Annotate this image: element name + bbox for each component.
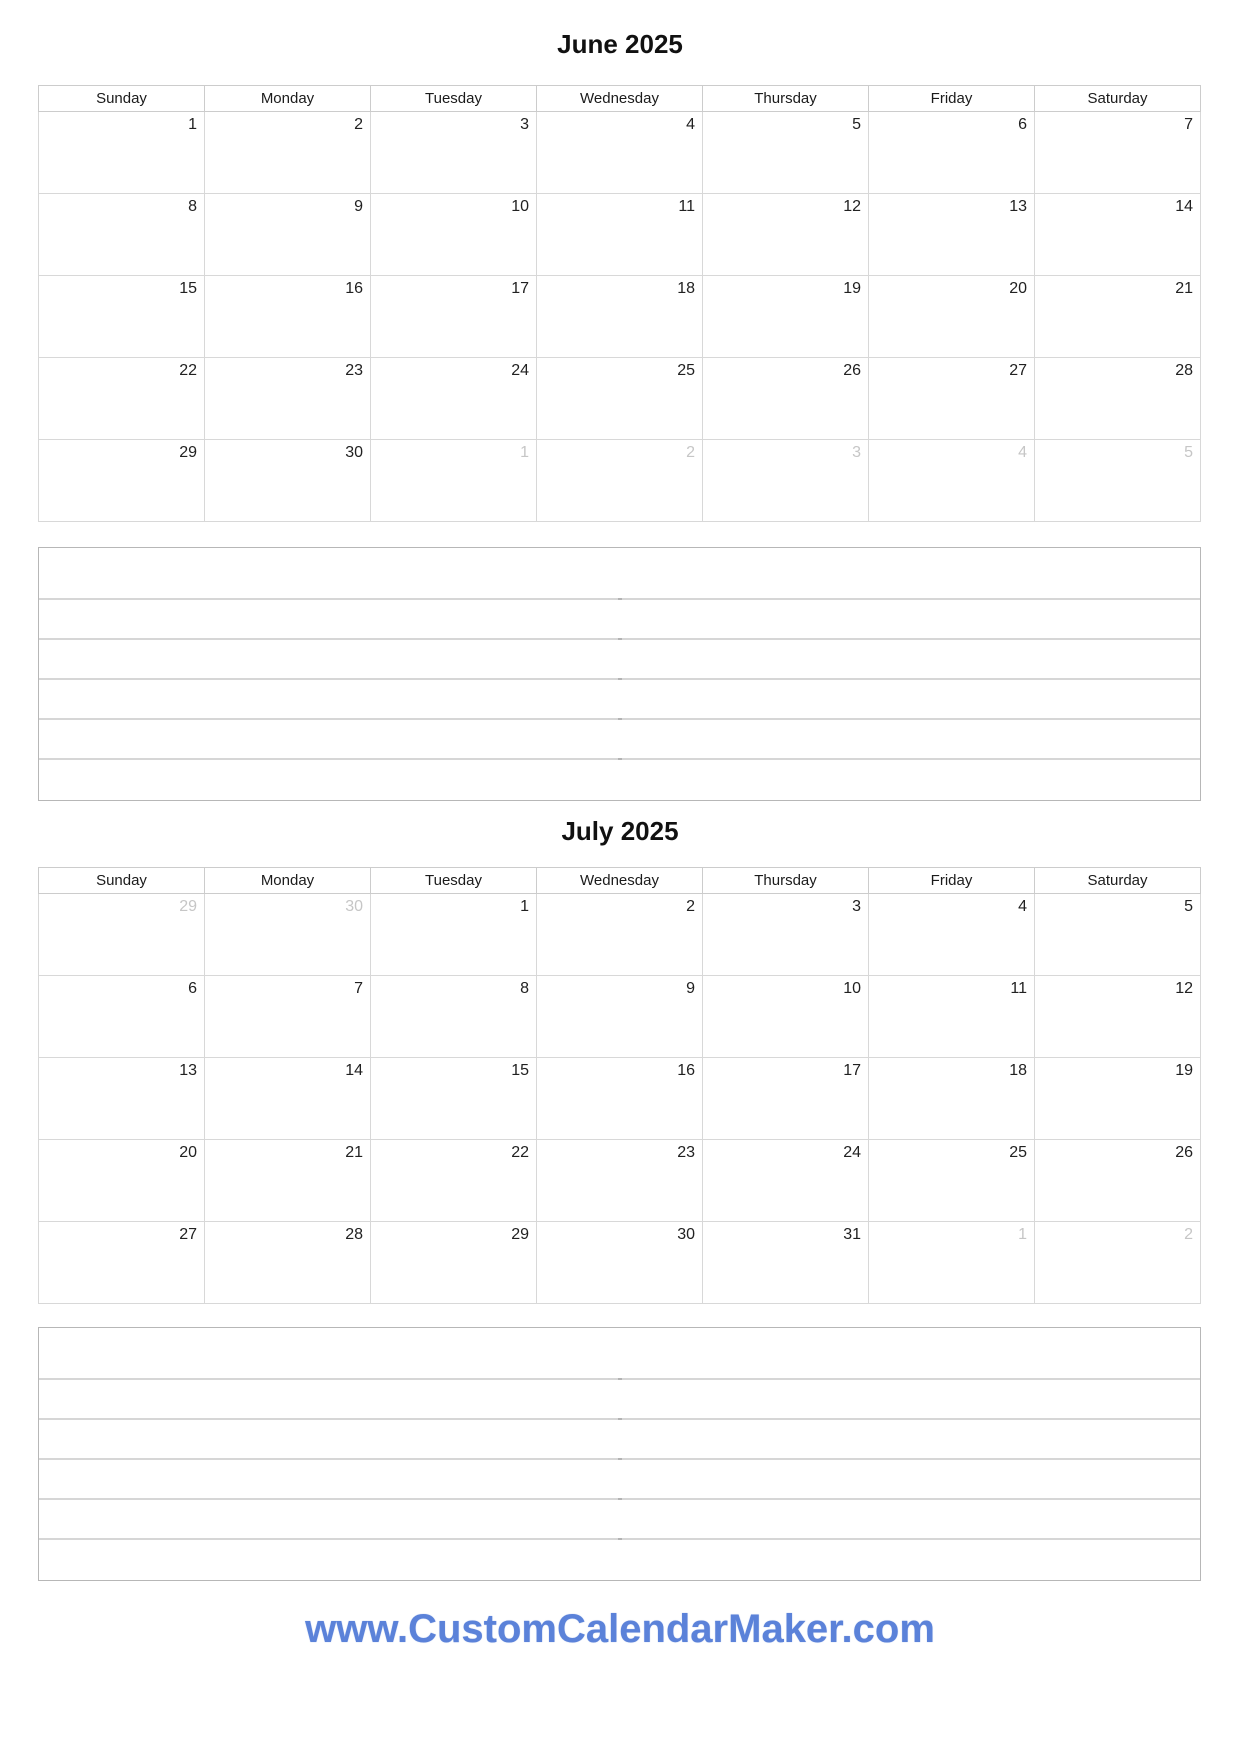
day-cell: 5 — [1035, 894, 1201, 976]
day-cell-adjacent-month: 3 — [703, 440, 869, 522]
note-line — [39, 548, 1200, 600]
day-cell: 13 — [39, 1058, 205, 1140]
day-cell: 5 — [703, 112, 869, 194]
note-line — [39, 600, 1200, 640]
day-cell: 23 — [537, 1140, 703, 1222]
day-header-wednesday: Wednesday — [537, 86, 703, 112]
day-cell: 19 — [1035, 1058, 1201, 1140]
day-header-saturday: Saturday — [1035, 868, 1201, 894]
day-cell: 10 — [703, 976, 869, 1058]
june-notes-section — [38, 547, 1201, 801]
note-line — [39, 1380, 1200, 1420]
day-cell: 21 — [1035, 276, 1201, 358]
day-cell: 20 — [39, 1140, 205, 1222]
day-cell: 1 — [39, 112, 205, 194]
day-header-friday: Friday — [869, 868, 1035, 894]
day-cell: 17 — [703, 1058, 869, 1140]
day-cell: 4 — [869, 894, 1035, 976]
july-month-title: July 2025 — [561, 816, 679, 846]
week-row — [39, 1140, 1201, 1222]
day-header-monday: Monday — [205, 86, 371, 112]
day-cell: 16 — [205, 276, 371, 358]
day-cell: 6 — [39, 976, 205, 1058]
day-cell: 29 — [371, 1222, 537, 1304]
day-header-friday: Friday — [869, 86, 1035, 112]
note-line — [39, 1540, 1200, 1580]
july-calendar-grid — [38, 867, 1201, 1304]
day-cell: 26 — [1035, 1140, 1201, 1222]
day-cell: 27 — [869, 358, 1035, 440]
day-header-sunday: Sunday — [39, 86, 205, 112]
day-cell: 15 — [371, 1058, 537, 1140]
day-header-wednesday: Wednesday — [537, 868, 703, 894]
day-cell: 12 — [1035, 976, 1201, 1058]
july-notes-section — [38, 1327, 1201, 1581]
day-header-thursday: Thursday — [703, 86, 869, 112]
day-cell: 11 — [869, 976, 1035, 1058]
july-day-header-row — [39, 868, 1201, 894]
day-cell: 16 — [537, 1058, 703, 1140]
week-row — [39, 894, 1201, 976]
day-cell: 6 — [869, 112, 1035, 194]
day-cell: 2 — [537, 894, 703, 976]
day-cell-adjacent-month: 2 — [537, 440, 703, 522]
week-row — [39, 276, 1201, 358]
day-cell: 18 — [537, 276, 703, 358]
week-row — [39, 440, 1201, 522]
day-cell: 22 — [39, 358, 205, 440]
week-row — [39, 976, 1201, 1058]
day-cell: 22 — [371, 1140, 537, 1222]
note-line — [39, 680, 1200, 720]
day-cell: 2 — [205, 112, 371, 194]
day-cell: 28 — [1035, 358, 1201, 440]
day-cell: 30 — [537, 1222, 703, 1304]
day-cell: 9 — [537, 976, 703, 1058]
note-line — [39, 1420, 1200, 1460]
day-cell: 1 — [371, 894, 537, 976]
day-cell: 29 — [39, 440, 205, 522]
june-calendar-grid — [38, 85, 1201, 522]
day-cell: 13 — [869, 194, 1035, 276]
day-header-thursday: Thursday — [703, 868, 869, 894]
day-cell-adjacent-month: 30 — [205, 894, 371, 976]
day-header-monday: Monday — [205, 868, 371, 894]
day-cell: 4 — [537, 112, 703, 194]
day-cell: 12 — [703, 194, 869, 276]
day-cell: 18 — [869, 1058, 1035, 1140]
note-line — [39, 720, 1200, 760]
day-cell: 24 — [371, 358, 537, 440]
day-cell: 28 — [205, 1222, 371, 1304]
day-cell: 25 — [869, 1140, 1035, 1222]
day-cell-adjacent-month: 4 — [869, 440, 1035, 522]
day-cell-adjacent-month: 5 — [1035, 440, 1201, 522]
day-cell: 7 — [205, 976, 371, 1058]
day-cell: 20 — [869, 276, 1035, 358]
day-cell: 9 — [205, 194, 371, 276]
week-row — [39, 112, 1201, 194]
note-line — [39, 760, 1200, 800]
week-row — [39, 1058, 1201, 1140]
june-day-header-row — [39, 86, 1201, 112]
day-cell-adjacent-month: 1 — [371, 440, 537, 522]
day-cell: 15 — [39, 276, 205, 358]
day-cell: 19 — [703, 276, 869, 358]
day-cell: 11 — [537, 194, 703, 276]
day-cell: 23 — [205, 358, 371, 440]
note-line — [39, 1500, 1200, 1540]
day-cell-adjacent-month: 29 — [39, 894, 205, 976]
day-cell: 8 — [371, 976, 537, 1058]
day-header-saturday: Saturday — [1035, 86, 1201, 112]
day-cell: 17 — [371, 276, 537, 358]
day-cell: 27 — [39, 1222, 205, 1304]
day-cell: 24 — [703, 1140, 869, 1222]
day-cell: 14 — [1035, 194, 1201, 276]
day-cell-adjacent-month: 2 — [1035, 1222, 1201, 1304]
day-cell: 3 — [371, 112, 537, 194]
day-cell: 8 — [39, 194, 205, 276]
day-header-sunday: Sunday — [39, 868, 205, 894]
day-header-tuesday: Tuesday — [371, 86, 537, 112]
week-row — [39, 358, 1201, 440]
day-cell: 10 — [371, 194, 537, 276]
week-row — [39, 194, 1201, 276]
day-cell: 31 — [703, 1222, 869, 1304]
note-line — [39, 640, 1200, 680]
week-row — [39, 1222, 1201, 1304]
custom-calendar-maker-logo-link[interactable]: www.CustomCalendarMaker.com — [305, 1607, 935, 1651]
june-month-title: June 2025 — [557, 29, 683, 59]
day-cell: 3 — [703, 894, 869, 976]
note-line — [39, 1328, 1200, 1380]
day-cell: 26 — [703, 358, 869, 440]
day-header-tuesday: Tuesday — [371, 868, 537, 894]
day-cell: 14 — [205, 1058, 371, 1140]
day-cell: 21 — [205, 1140, 371, 1222]
day-cell: 25 — [537, 358, 703, 440]
day-cell: 7 — [1035, 112, 1201, 194]
day-cell: 30 — [205, 440, 371, 522]
note-line — [39, 1460, 1200, 1500]
day-cell-adjacent-month: 1 — [869, 1222, 1035, 1304]
